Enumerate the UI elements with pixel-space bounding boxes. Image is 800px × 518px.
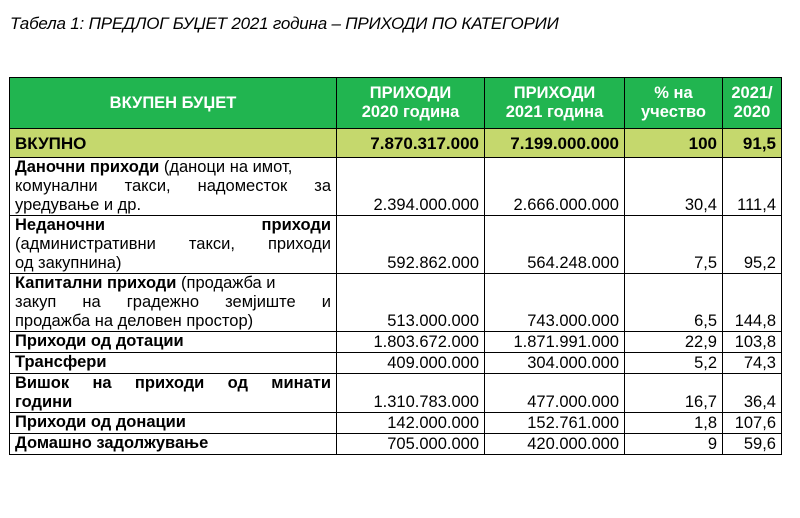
row-label: Вишок на приходи од минати години <box>10 374 337 413</box>
header-share: % на учество <box>625 78 723 129</box>
value-ratio: 107,6 <box>723 413 782 434</box>
total-2021: 7.199.000.000 <box>485 129 625 158</box>
value-ratio: 59,6 <box>723 434 782 455</box>
value-2021: 564.248.000 <box>485 216 625 274</box>
header-label: ВКУПЕН БУЏЕТ <box>10 78 337 129</box>
value-ratio: 36,4 <box>723 374 782 413</box>
value-2021: 304.000.000 <box>485 353 625 374</box>
table-title: Табела 1: ПРЕДЛОГ БУЏЕТ 2021 година – ПРИХОДИ ПО КАТЕГОРИИ <box>10 14 559 33</box>
value-share: 30,4 <box>625 158 723 216</box>
value-ratio: 144,8 <box>723 274 782 332</box>
total-ratio: 91,5 <box>723 129 782 158</box>
table-row <box>10 216 782 274</box>
value-2020: 705.000.000 <box>337 434 485 455</box>
header-row <box>10 78 782 129</box>
value-share: 22,9 <box>625 332 723 353</box>
value-2020: 2.394.000.000 <box>337 158 485 216</box>
row-label: Приходи од донации <box>10 413 337 434</box>
budget-table <box>9 77 782 455</box>
table-row <box>10 158 782 216</box>
value-2020: 142.000.000 <box>337 413 485 434</box>
value-2021: 743.000.000 <box>485 274 625 332</box>
value-2020: 513.000.000 <box>337 274 485 332</box>
value-2021: 152.761.000 <box>485 413 625 434</box>
value-2021: 1.871.991.000 <box>485 332 625 353</box>
table-row <box>10 332 782 353</box>
total-row <box>10 129 782 158</box>
row-label: Домашно задолжување <box>10 434 337 455</box>
value-ratio: 111,4 <box>723 158 782 216</box>
value-share: 6,5 <box>625 274 723 332</box>
value-share: 9 <box>625 434 723 455</box>
table-row <box>10 353 782 374</box>
value-2020: 1.310.783.000 <box>337 374 485 413</box>
value-2021: 2.666.000.000 <box>485 158 625 216</box>
row-label: Даночни приходи (даноци на имот, комунални такси, надоместок за уредување и др. <box>10 158 337 216</box>
value-2021: 477.000.000 <box>485 374 625 413</box>
value-2020: 592.862.000 <box>337 216 485 274</box>
table-row <box>10 274 782 332</box>
value-2021: 420.000.000 <box>485 434 625 455</box>
table-row <box>10 434 782 455</box>
value-ratio: 103,8 <box>723 332 782 353</box>
value-ratio: 95,2 <box>723 216 782 274</box>
row-label: Приходи од дотации <box>10 332 337 353</box>
header-2020: ПРИХОДИ 2020 година <box>337 78 485 129</box>
value-share: 16,7 <box>625 374 723 413</box>
table-row <box>10 413 782 434</box>
total-label: ВКУПНО <box>10 129 337 158</box>
value-share: 5,2 <box>625 353 723 374</box>
row-label: Неданочни приходи (административни такси, приходи од закупнина) <box>10 216 337 274</box>
table-row <box>10 374 782 413</box>
value-ratio: 74,3 <box>723 353 782 374</box>
total-2020: 7.870.317.000 <box>337 129 485 158</box>
row-label: Капитални приходи (продажба и закуп на градежно земјиште и продажба на деловен простор) <box>10 274 337 332</box>
value-2020: 409.000.000 <box>337 353 485 374</box>
header-ratio: 2021/ 2020 <box>723 78 782 129</box>
value-share: 7,5 <box>625 216 723 274</box>
row-label: Трансфери <box>10 353 337 374</box>
header-2021: ПРИХОДИ 2021 година <box>485 78 625 129</box>
value-2020: 1.803.672.000 <box>337 332 485 353</box>
total-share: 100 <box>625 129 723 158</box>
value-share: 1,8 <box>625 413 723 434</box>
